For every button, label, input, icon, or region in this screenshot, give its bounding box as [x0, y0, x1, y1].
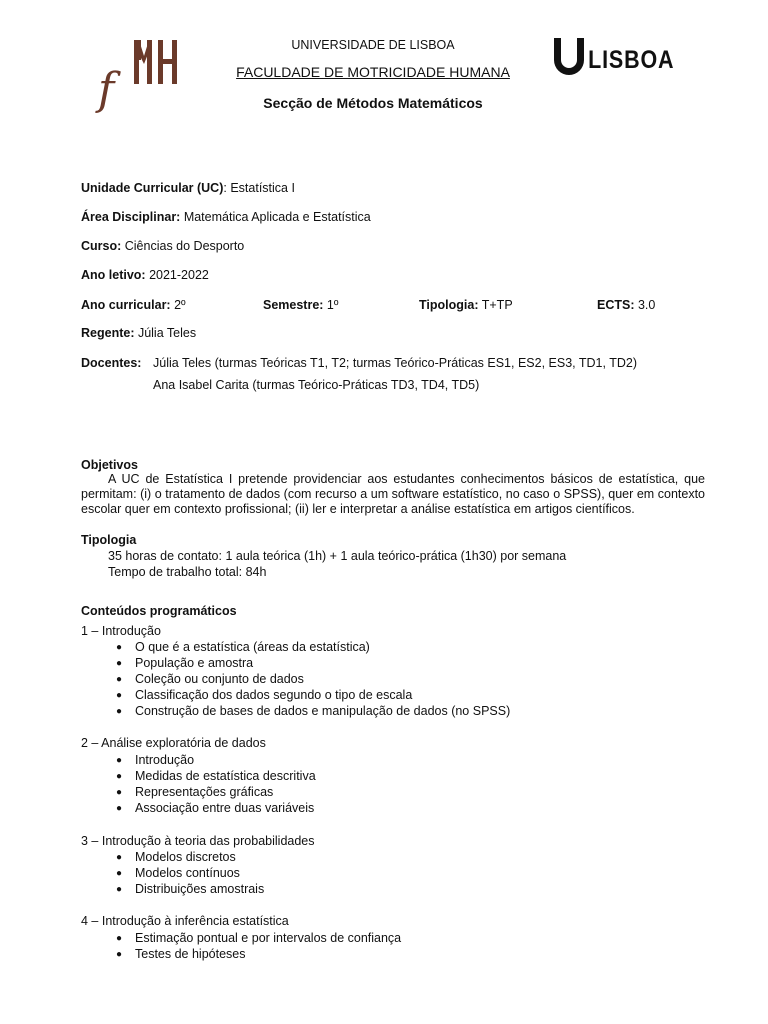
- section-title: 2 – Análise exploratória de dados: [81, 736, 266, 750]
- ano-letivo-line: [81, 268, 209, 282]
- list-item: ● Associação entre duas variáveis: [116, 801, 315, 815]
- tipologia-line-1: 35 horas de contato: 1 aula teórica (1h) + 1 aula teórico-prática (1h30) por semana: [108, 549, 567, 563]
- list-item: ● Medidas de estatística descritiva: [116, 769, 316, 783]
- section-list: [108, 753, 316, 817]
- tipologia-value: T+TP: [478, 298, 513, 312]
- conteudos-heading: Conteúdos programáticos: [81, 604, 237, 618]
- uc-line: [81, 181, 295, 195]
- ects-value: 3.0: [634, 298, 656, 312]
- semestre-field: [263, 298, 338, 312]
- tipologia-field: [419, 298, 513, 312]
- list-item: ● Testes de hipóteses: [116, 947, 246, 961]
- list-item: ● O que é a estatística (áreas da estatística): [116, 640, 370, 654]
- tipologia-line-2: Tempo de trabalho total: 84h: [108, 565, 267, 579]
- section-list: [108, 640, 510, 720]
- list-item: ● Representações gráficas: [116, 785, 274, 799]
- curso-label: Curso:: [81, 239, 122, 253]
- section-title: 1 – Introdução: [81, 624, 161, 638]
- docente-2: Ana Isabel Carita (turmas Teórico-Práticas TD3, TD4, TD5): [153, 378, 480, 392]
- objetivos-text: A UC de Estatística I pretende providenciar aos estudantes conhecimentos básicos de estatística, que permitam: (i) o tratamento de dados (com recurso a um software estatístico, no caso o SPSS), quer em contexto escolar quer em contexto profissional; (ii) ler e interpretar a análise estatística em artigos científicos.: [81, 472, 705, 516]
- ano-curricular-label: Ano curricular:: [81, 298, 171, 312]
- semestre-value: 1º: [323, 298, 339, 312]
- list-item: ● Distribuições amostrais: [116, 882, 265, 896]
- semestre-label: Semestre:: [263, 298, 324, 312]
- tipologia-heading: Tipologia: [81, 533, 137, 547]
- svg-text:f: f: [98, 64, 115, 115]
- area-label: Área Disciplinar:: [81, 210, 181, 224]
- faculty-name: FACULDADE DE MOTRICIDADE HUMANA: [236, 64, 510, 80]
- list-item: ● Estimação pontual e por intervalos de confiança: [116, 931, 402, 945]
- uc-label: Unidade Curricular (UC): [81, 181, 224, 195]
- section-title: 3 – Introdução à teoria das probabilidades: [81, 834, 315, 848]
- section-name: Secção de Métodos Matemáticos: [263, 95, 483, 111]
- curso-line: [81, 239, 244, 253]
- ano-curricular-field: [81, 298, 186, 312]
- list-item: ● População e amostra: [116, 656, 254, 670]
- list-item: ● Coleção ou conjunto de dados: [116, 672, 304, 686]
- area-value: Matemática Aplicada e Estatística: [180, 210, 371, 224]
- tipologia-label: Tipologia:: [419, 298, 479, 312]
- uc-value: : Estatística I: [223, 181, 295, 195]
- university-name: UNIVERSIDADE DE LISBOA: [291, 38, 455, 52]
- objetivos-heading: Objetivos: [81, 458, 138, 472]
- regente-line: [81, 326, 196, 340]
- regente-value: Júlia Teles: [134, 326, 197, 340]
- ulisboa-logo: [552, 36, 675, 80]
- ano-letivo-value: 2021-2022: [145, 268, 209, 282]
- list-item: ● Construção de bases de dados e manipulação de dados (no SPSS): [116, 704, 511, 718]
- ano-letivo-label: Ano letivo:: [81, 268, 146, 282]
- ects-field: [597, 298, 655, 312]
- list-item: ● Modelos contínuos: [116, 866, 240, 880]
- docente-1: Júlia Teles (turmas Teóricas T1, T2; turmas Teórico-Práticas ES1, ES2, ES3, TD1, TD2): [153, 356, 637, 370]
- curso-value: Ciências do Desporto: [121, 239, 245, 253]
- area-line: [81, 210, 371, 224]
- list-item: ● Classificação dos dados segundo o tipo de escala: [116, 688, 413, 702]
- regente-label: Regente:: [81, 326, 135, 340]
- fmh-logo: [96, 34, 192, 114]
- section-list: [108, 850, 264, 898]
- section-title: 4 – Introdução à inferência estatística: [81, 914, 289, 928]
- list-item: ● Modelos discretos: [116, 850, 236, 864]
- section-list: [108, 931, 401, 963]
- list-item: ● Introdução: [116, 753, 195, 767]
- docentes-label: Docentes:: [81, 356, 142, 370]
- ects-label: ECTS:: [597, 298, 635, 312]
- ano-curricular-value: 2º: [170, 298, 186, 312]
- svg-text:LISBOA: LISBOA: [588, 45, 675, 74]
